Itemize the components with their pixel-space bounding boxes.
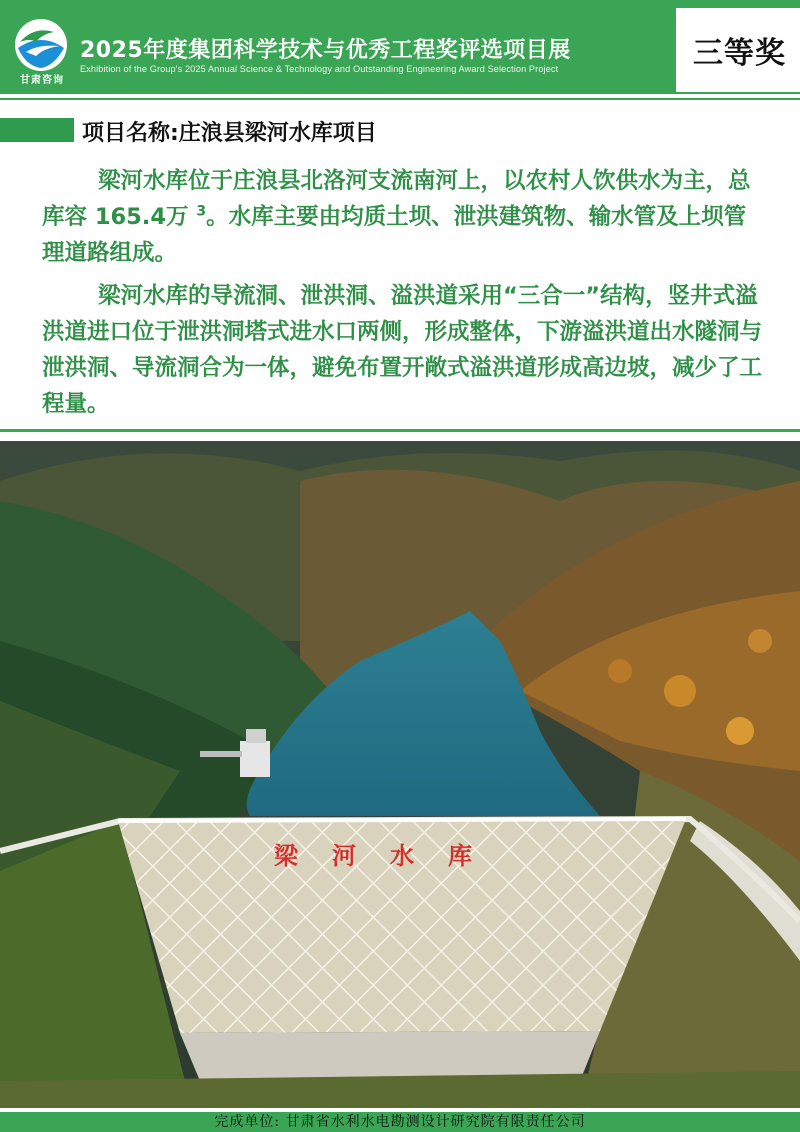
description-paragraph-2: 梁河水库的导流洞、泄洪洞、溢洪道采用“三合一”结构，竖井式溢洪道进口位于泄洪洞塔式进水口两侧，形成整体，下游溢洪道出水隧洞与泄洪洞、导流洞合为一体，避免布置开敞式溢洪道形成高边坡，减少了工程量。 — [42, 283, 763, 417]
project-name-heading: 项目名称:庄浪县梁河水库项目 — [82, 121, 377, 146]
section-divider — [0, 429, 800, 432]
header-underline — [0, 98, 800, 100]
p1-text-b: 。水库主要由均质土坝、泄洪建筑物、输水管及上坝管理道路组成。 — [42, 204, 747, 266]
description-paragraph-1 — [42, 163, 764, 271]
dam-lettering: 梁河水库 — [274, 841, 506, 870]
p1-superscript: 3 — [196, 203, 207, 220]
page-subtitle: Exhibition of the Group's 2025 Annual Science & Technology and Outstanding Engineering Award Selection Project — [80, 64, 559, 74]
section-marker — [0, 118, 74, 142]
company-logo-icon — [14, 18, 68, 72]
p1-text-a: 梁河水库位于庄浪县北洛河支流南河上，以农村人饮供水为主，总库容 165.4万 — [42, 168, 751, 230]
reservoir-photo — [0, 441, 800, 1108]
logo-text: 甘肃咨询 — [20, 75, 64, 86]
page-title: 2025年度集团科学技术与优秀工程奖评选项目展 — [80, 38, 571, 63]
award-badge: 三等奖 — [679, 8, 800, 92]
footer-credit: 完成单位: 甘肃省水利水电勘测设计研究院有限责任公司 — [0, 1112, 800, 1132]
